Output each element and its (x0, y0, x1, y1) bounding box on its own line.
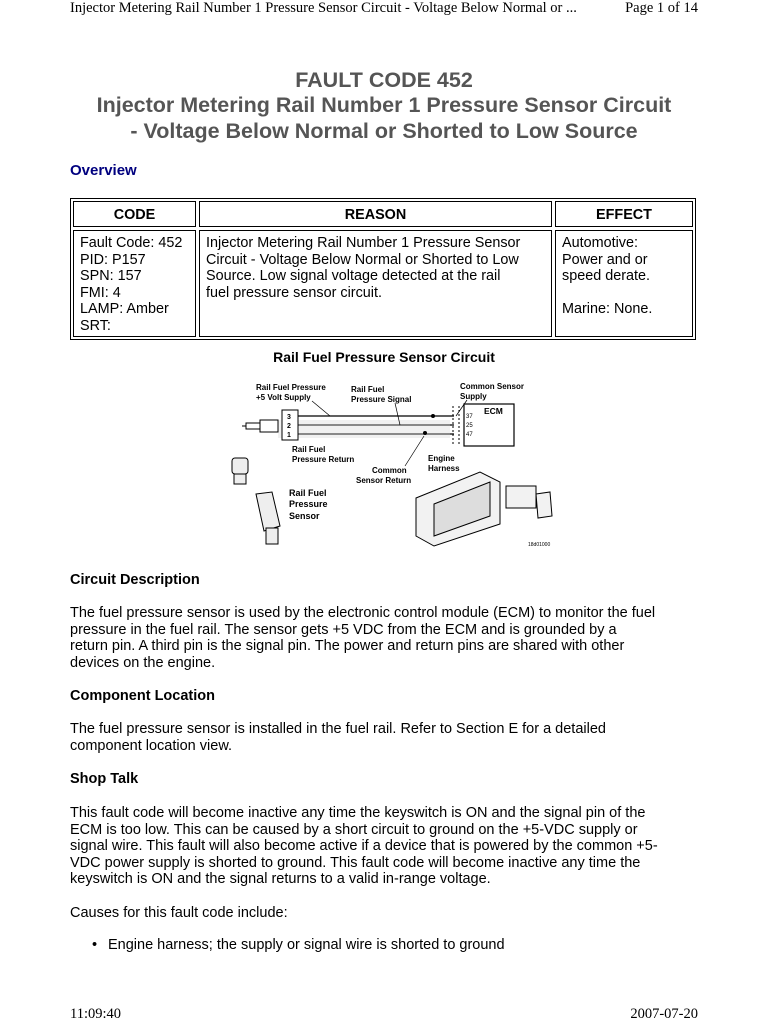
label-signal-2: Pressure Signal (351, 395, 412, 404)
footer-date: 2007-07-20 (630, 1006, 698, 1022)
reason-line: Injector Metering Rail Number 1 Pressure Sensor (206, 235, 521, 251)
fault-table (70, 198, 696, 340)
effect-line: speed derate. (562, 268, 651, 284)
label-return-2: Pressure Return (292, 455, 355, 464)
causes-intro: Causes for this fault code include: (70, 905, 288, 921)
paragraph-line: ECM is too low. This can be caused by a short circuit to ground on the +5-VDC supply or (70, 821, 638, 838)
effect-line: Power and or (562, 251, 648, 268)
sensor-cable-body (256, 492, 280, 531)
common-supply-splice (431, 414, 435, 418)
ecm-pin-25: 25 (466, 423, 473, 429)
component-location-heading: Component Location (70, 688, 215, 704)
paragraph-line: devices on the engine. (70, 654, 216, 671)
fault-title-line-2: Injector Metering Rail Number 1 Pressure Sensor Circuit (96, 93, 672, 117)
paragraph-line: signal wire. This fault will also become active if a device that is powered by the common +5- (70, 838, 658, 854)
shop-talk-text (70, 805, 710, 888)
ecm-pin-37: 37 (466, 414, 473, 420)
sensor-head (232, 458, 248, 474)
paragraph-line: The fuel pressure sensor is installed in the fuel rail. Refer to Section E for a detailed (70, 721, 606, 737)
sensor-plug (266, 528, 278, 544)
common-return-splice (423, 431, 427, 435)
page-header (70, 0, 698, 17)
label-sensor-3: Sensor (289, 511, 320, 521)
diagram-ref-code: 18d01000 (528, 542, 551, 548)
page-footer (70, 1006, 698, 1023)
label-harness-2: Harness (428, 464, 460, 473)
sensor-symbol-icon (242, 420, 278, 432)
label-signal-1: Rail Fuel (351, 385, 385, 394)
diagram-title: Rail Fuel Pressure Sensor Circuit (273, 349, 495, 365)
code-line: Fault Code: 452 (80, 235, 183, 251)
reason-cell (199, 230, 552, 337)
effect-line: Marine: None. (562, 301, 653, 317)
effect-line: Automotive: (562, 235, 638, 251)
conn-pin-2: 2 (287, 423, 291, 430)
code-line: SPN: 157 (80, 268, 142, 284)
paragraph-line: component location view. (70, 737, 233, 754)
harness-connector-end (536, 492, 552, 518)
paragraph-line: return pin. A third pin is the signal pin. The power and return pins are shared with other (70, 638, 625, 654)
code-line: LAMP: Amber (80, 301, 169, 317)
overview-heading: Overview (70, 162, 137, 179)
shop-talk-heading: Shop Talk (70, 771, 139, 787)
label-common-supply-1: Common Sensor (460, 382, 525, 391)
header-reason: REASON (199, 201, 552, 227)
code-cell (73, 230, 196, 337)
label-common-return-1: Common (372, 466, 407, 475)
reason-line: Source. Low signal voltage detected at the rail (206, 268, 501, 284)
ecm-pin-47: 47 (466, 432, 473, 438)
label-sensor-2: Pressure (289, 499, 328, 509)
wiring-diagram (220, 376, 560, 552)
label-supply-1: Rail Fuel Pressure (256, 383, 326, 392)
header-effect: EFFECT (555, 201, 693, 227)
ecm-label: ECM (484, 406, 503, 416)
paragraph-line: This fault code will become inactive any time the keyswitch is ON and the signal pin of the (70, 805, 646, 821)
fault-code-title: FAULT CODE 452 (295, 68, 473, 92)
label-supply-2: +5 Volt Supply (256, 393, 311, 402)
reason-line: Circuit - Voltage Below Normal or Shorted to Low (206, 251, 519, 268)
sensor-body (260, 420, 278, 432)
effect-spacer (562, 285, 686, 302)
fault-title-line-3: - Voltage Below Normal or Shorted to Low Source (130, 119, 638, 143)
header-title: Injector Metering Rail Number 1 Pressure Sensor Circuit - Voltage Below Normal or ... (70, 0, 577, 16)
sensor-neck (234, 474, 246, 484)
header-code: CODE (73, 201, 196, 227)
engine-ecm-module-icon (416, 472, 552, 546)
code-line: FMI: 4 (80, 284, 121, 301)
label-common-return-2: Sensor Return (356, 476, 412, 485)
code-line: SRT: (80, 317, 111, 334)
label-harness-1: Engine (428, 454, 455, 463)
effect-cell (555, 230, 693, 337)
bullet-icon: • (92, 937, 98, 953)
rail-pressure-sensor-icon (232, 458, 280, 544)
circuit-description-text (70, 605, 710, 671)
conn-pin-1: 1 (287, 432, 291, 439)
footer-time: 11:09:40 (70, 1006, 122, 1022)
reason-line: fuel pressure sensor circuit. (206, 284, 382, 301)
paragraph-line: keyswitch is ON and the signal returns to a valid in-range voltage. (70, 871, 491, 887)
harness-connector-body (506, 486, 536, 508)
paragraph-line: VDC power supply is shorted to ground. This fault code will become inactive any time the (70, 854, 641, 871)
label-sensor-1: Rail Fuel (289, 488, 327, 498)
sensor-tip (246, 423, 260, 429)
conn-pin-3: 3 (287, 414, 291, 421)
label-common-supply-2: Supply (460, 392, 487, 401)
header-page-number: Page 1 of 14 (625, 0, 698, 16)
circuit-description-heading: Circuit Description (70, 572, 200, 588)
cause-text: Engine harness; the supply or signal wire is shorted to ground (108, 937, 505, 953)
paragraph-line: The fuel pressure sensor is used by the electronic control module (ECM) to monitor the fuel (70, 605, 656, 621)
code-line: PID: P157 (80, 251, 146, 268)
harness-shading (278, 420, 450, 438)
label-return-1: Rail Fuel (292, 445, 326, 454)
component-location-text (70, 721, 710, 754)
paragraph-line: pressure in the fuel rail. The sensor gets +5 VDC from the ECM and is grounded by a (70, 621, 617, 638)
